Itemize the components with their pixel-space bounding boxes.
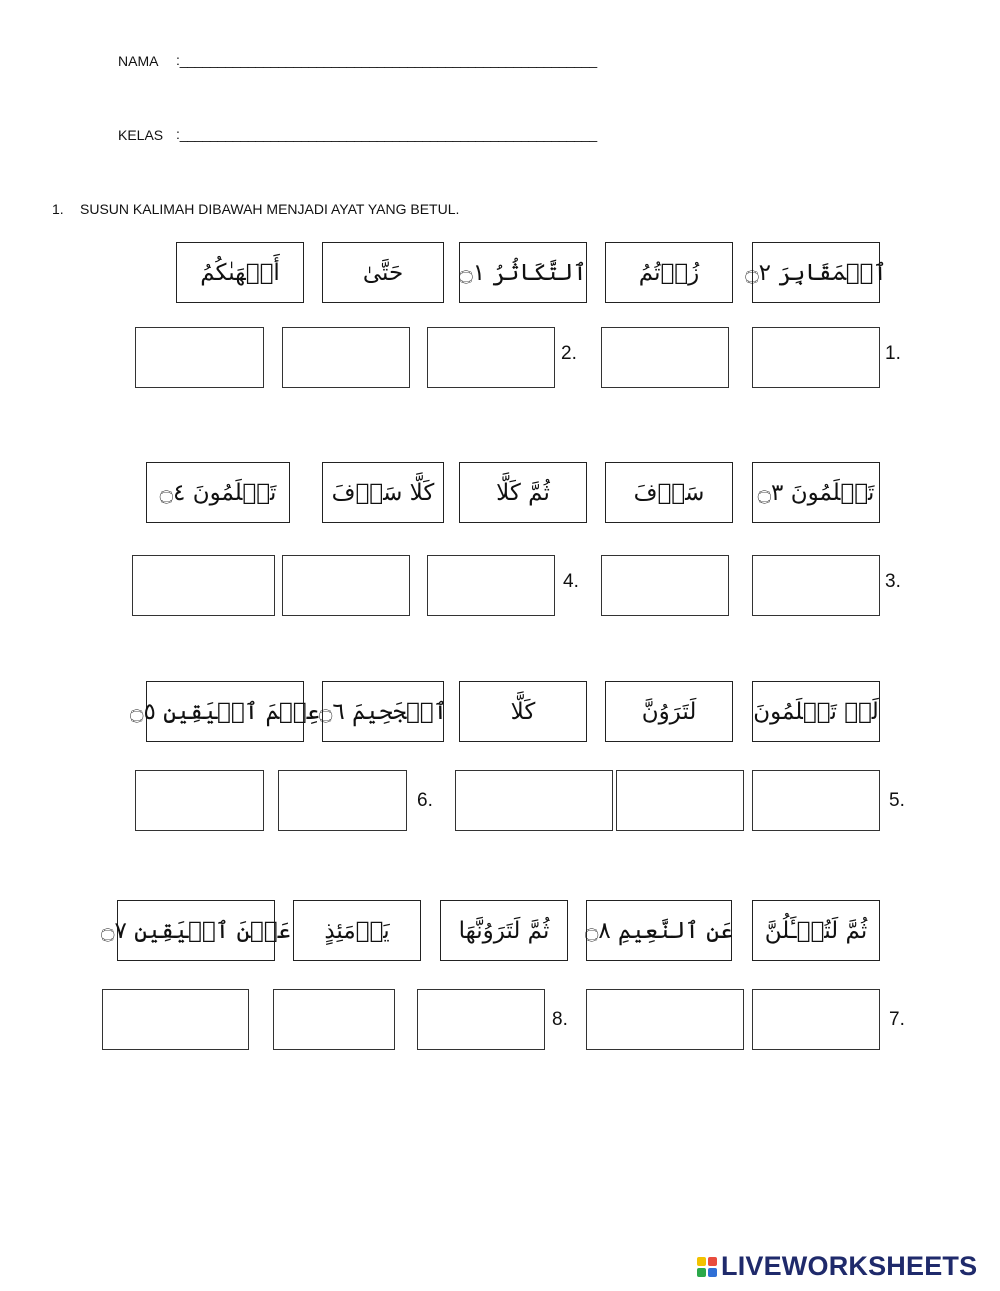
word-card[interactable]: حَتَّىٰ xyxy=(322,242,444,303)
answer-slot[interactable] xyxy=(135,327,264,388)
question-number: 3. xyxy=(885,571,901,592)
answer-slot[interactable] xyxy=(273,989,395,1050)
answer-slot[interactable] xyxy=(135,770,264,831)
logo-square xyxy=(697,1268,706,1277)
word-card[interactable]: لَوۡ تَعۡلَمُونَ xyxy=(752,681,880,742)
word-card[interactable]: سَوۡفَ xyxy=(605,462,733,523)
answer-slot[interactable] xyxy=(586,989,744,1050)
instruction-number: 1. xyxy=(52,201,64,217)
word-card[interactable]: كَلَّا سَوۡفَ xyxy=(322,462,444,523)
question-number: 8. xyxy=(552,1009,568,1030)
question-number: 1. xyxy=(885,343,901,364)
word-card[interactable]: لَتَرَوُنَّ xyxy=(605,681,733,742)
question-number: 6. xyxy=(417,790,433,811)
word-card[interactable]: ثُمَّ لَتُسۡـَٔلُنَّ xyxy=(752,900,880,961)
answer-slot[interactable] xyxy=(282,555,410,616)
answer-slot[interactable] xyxy=(752,555,880,616)
word-card[interactable]: كَلَّا xyxy=(459,681,587,742)
answer-slot[interactable] xyxy=(752,770,880,831)
answer-slot[interactable] xyxy=(427,327,555,388)
class-label: KELAS xyxy=(118,127,164,143)
instruction-text: SUSUN KALIMAH DIBAWAH MENJADI AYAT YANG BETUL. xyxy=(80,201,460,217)
answer-slot[interactable] xyxy=(282,327,410,388)
question-number: 5. xyxy=(889,790,905,811)
answer-slot[interactable] xyxy=(417,989,545,1050)
answer-slot[interactable] xyxy=(752,327,880,388)
word-card[interactable]: تَعۡلَمُونَ ۝٣ xyxy=(752,462,880,523)
word-card[interactable]: ثُمَّ كَلَّا xyxy=(459,462,587,523)
answer-slot[interactable] xyxy=(601,555,729,616)
liveworksheets-logo xyxy=(697,1251,977,1282)
question-number: 2. xyxy=(561,343,577,364)
instruction xyxy=(52,201,459,217)
word-card[interactable]: عِلۡمَ ٱلۡيَقِينِ ۝٥ xyxy=(146,681,304,742)
answer-slot[interactable] xyxy=(601,327,729,388)
logo-mark-icon xyxy=(697,1257,717,1277)
answer-slot[interactable] xyxy=(455,770,613,831)
question-number: 7. xyxy=(889,1009,905,1030)
name-field[interactable]: :_______________________________________________________ xyxy=(176,52,597,68)
word-card[interactable]: ٱلۡجَحِيمَ ۝٦ xyxy=(322,681,444,742)
class-field[interactable]: :_______________________________________________________ xyxy=(176,126,597,142)
answer-slot[interactable] xyxy=(102,989,249,1050)
word-card[interactable]: ثُمَّ لَتَرَوُنَّهَا xyxy=(440,900,568,961)
word-card[interactable]: ٱلۡمَقَابِرَ ۝٢ xyxy=(752,242,880,303)
word-card[interactable]: أَلۡهَىٰكُمُ xyxy=(176,242,304,303)
question-number: 4. xyxy=(563,571,579,592)
word-card[interactable]: عَنِ ٱلنَّعِيمِ ۝٨ xyxy=(586,900,732,961)
name-label: NAMA xyxy=(118,53,159,69)
word-card[interactable]: يَوۡمَئِذٍ xyxy=(293,900,421,961)
answer-slot[interactable] xyxy=(132,555,275,616)
logo-square xyxy=(708,1268,717,1277)
word-card[interactable]: ٱلتَّكَاثُرُ ۝١ xyxy=(459,242,587,303)
word-card[interactable]: عَيۡنَ ٱلۡيَقِينِ ۝٧ xyxy=(117,900,275,961)
answer-slot[interactable] xyxy=(616,770,744,831)
answer-slot[interactable] xyxy=(752,989,880,1050)
brand-name: LIVEWORKSHEETS xyxy=(721,1251,978,1281)
word-card[interactable]: تَعۡلَمُونَ ۝٤ xyxy=(146,462,290,523)
answer-slot[interactable] xyxy=(278,770,407,831)
logo-square xyxy=(708,1257,717,1266)
logo-square xyxy=(697,1257,706,1266)
word-card[interactable]: زُرۡتُمُ xyxy=(605,242,733,303)
answer-slot[interactable] xyxy=(427,555,555,616)
